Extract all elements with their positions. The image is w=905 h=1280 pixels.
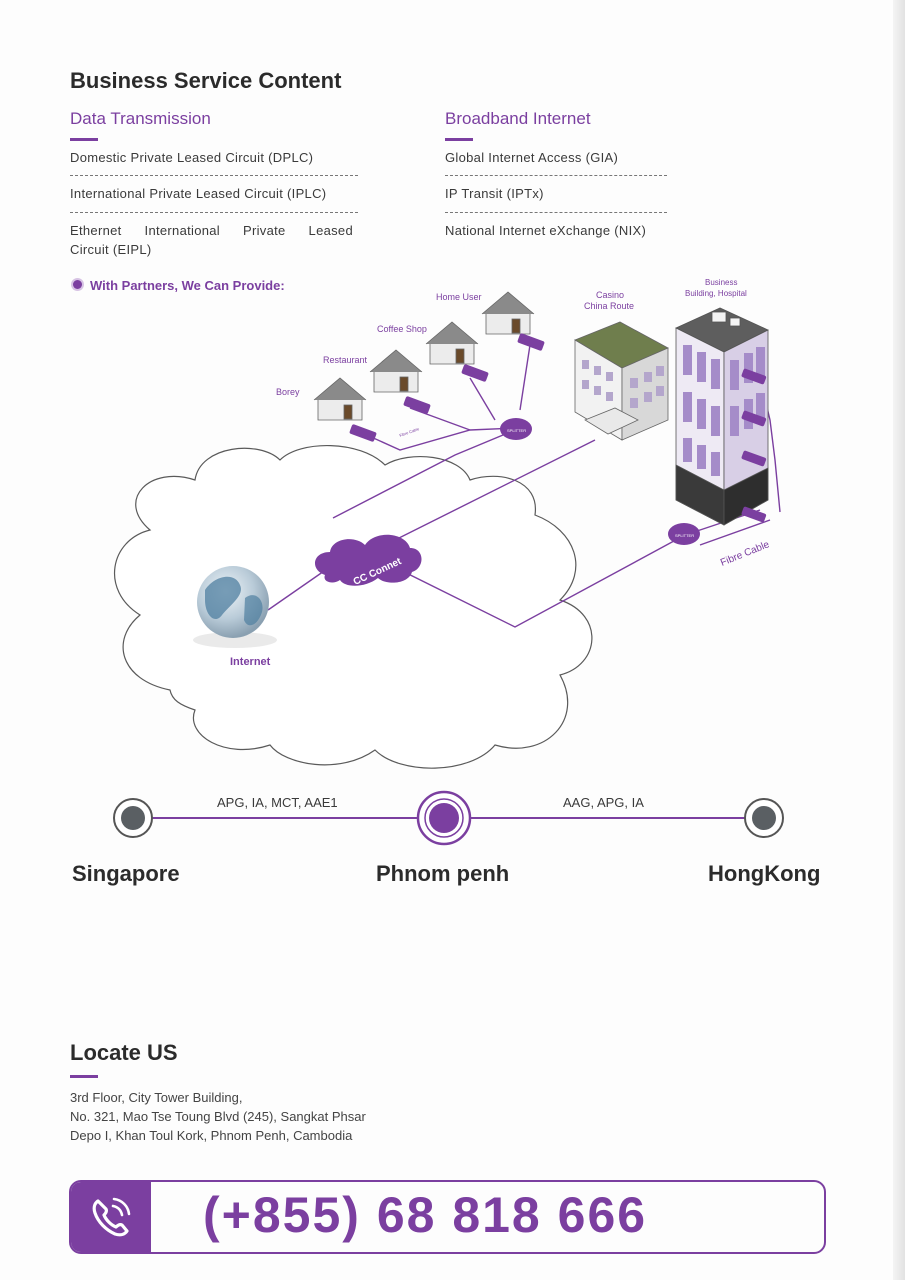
- phnom-penh-node-icon: [418, 792, 470, 844]
- city-phnom-penh: Phnom penh: [376, 861, 510, 886]
- borey-label: Borey: [276, 387, 300, 397]
- heading-underline: [70, 1075, 98, 1078]
- service-item-eipl-line2: Circuit (EIPL): [70, 242, 152, 257]
- internet-label: Internet: [230, 656, 271, 668]
- fibre-cable-small-label: Fibre Cable: [398, 426, 420, 438]
- casino-label: Casino: [596, 290, 625, 300]
- city-hongkong: HongKong: [708, 861, 821, 886]
- service-item-eipl-line1: Ethernet International Private Leased: [70, 223, 353, 238]
- house-icon: [370, 350, 422, 392]
- phone-icon: [71, 1182, 151, 1252]
- phone-icon-box: [71, 1182, 151, 1252]
- locate-title: Locate US: [70, 1040, 178, 1065]
- china-route-label: China Route: [584, 301, 635, 311]
- splitter-icon: [500, 418, 532, 440]
- house-icon: [314, 378, 366, 420]
- broadband-heading: Broadband Internet: [445, 109, 591, 128]
- address-line-1: 3rd Floor, City Tower Building,: [70, 1090, 243, 1105]
- cables-left-label: APG, IA, MCT, AAE1: [217, 795, 338, 810]
- restaurant-label: Restaurant: [323, 355, 368, 365]
- phone-number[interactable]: (+855) 68 818 666: [203, 1187, 648, 1243]
- svg-text:SPLITTER: SPLITTER: [675, 533, 695, 538]
- address-line-3: Depo I, Khan Toul Kork, Phnom Penh, Cambodia: [70, 1128, 353, 1143]
- address-line-2: No. 321, Mao Tse Toung Blvd (245), Sangkat Phsar: [70, 1109, 366, 1124]
- service-item-nix: National Internet eXchange (NIX): [445, 223, 647, 238]
- phone-box[interactable]: [69, 1180, 826, 1254]
- business-label: Business: [705, 278, 738, 287]
- page-title: Business Service Content: [70, 68, 342, 93]
- home-user-label: Home User: [436, 292, 482, 302]
- cc-connect-label: CC Connet: [351, 556, 404, 588]
- data-transmission-heading: Data Transmission: [70, 109, 211, 128]
- partners-heading: With Partners, We Can Provide:: [90, 278, 285, 293]
- service-item-dplc: Domestic Private Leased Circuit (DPLC): [70, 150, 314, 165]
- service-item-gia: Global Internet Access (GIA): [445, 150, 619, 165]
- fibre-cable-label: Fibre Cable: [719, 539, 772, 569]
- network-cloud: [115, 446, 592, 769]
- service-item-iplc: International Private Leased Circuit (IPLC): [70, 186, 327, 201]
- svg-text:SPLITTER: SPLITTER: [507, 428, 527, 433]
- coffee-shop-label: Coffee Shop: [377, 324, 427, 334]
- hongkong-node-icon: [745, 799, 783, 837]
- service-item-iptx: IP Transit (IPTx): [445, 186, 544, 201]
- splitter-icon: [668, 523, 700, 545]
- casino-building-icon: [575, 322, 668, 440]
- house-icon: [482, 292, 534, 334]
- route-line: [0, 780, 905, 860]
- singapore-node-icon: [114, 799, 152, 837]
- cables-right-label: AAG, APG, IA: [563, 795, 644, 810]
- house-icon: [426, 322, 478, 364]
- building-hospital-label: Building, Hospital: [685, 289, 747, 298]
- city-singapore: Singapore: [72, 861, 180, 886]
